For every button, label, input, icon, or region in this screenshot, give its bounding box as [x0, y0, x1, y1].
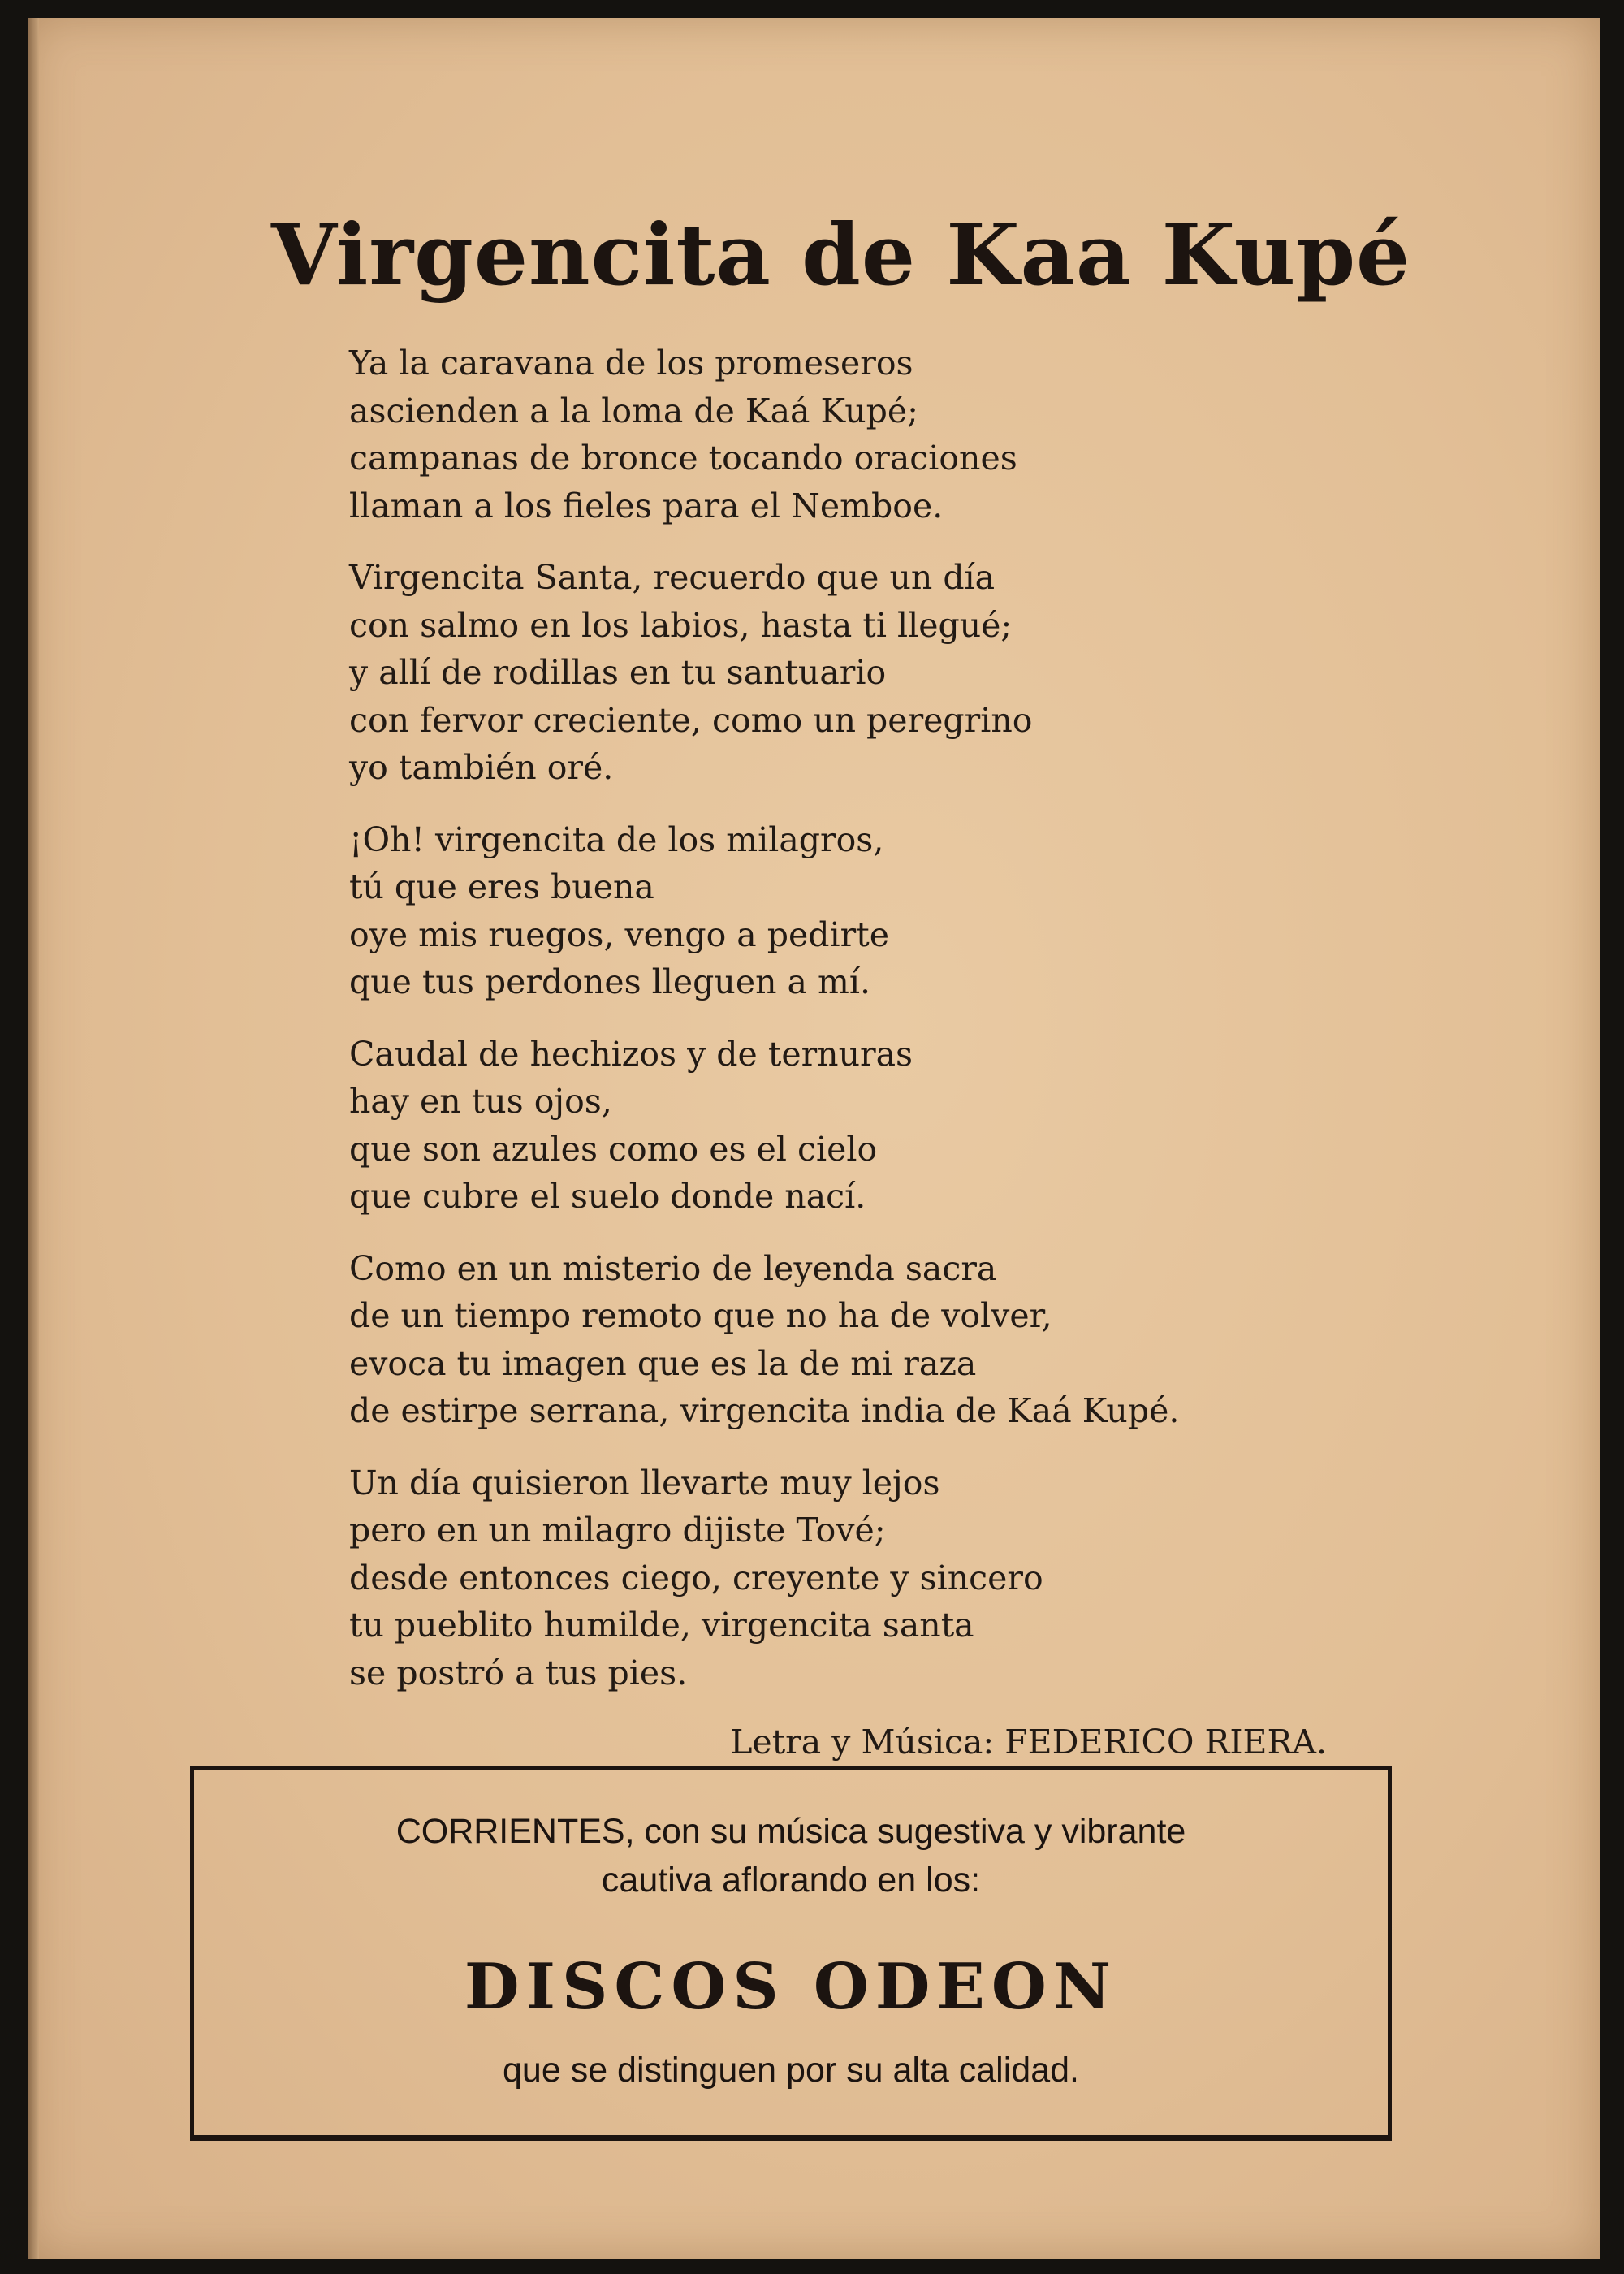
verse-line: campanas de bronce tocando oraciones [349, 439, 1017, 478]
stanza-2 [349, 554, 1324, 792]
verse-line: evoca tu imagen que es la de mi raza [349, 1343, 977, 1383]
verse-line: Virgencita Santa, recuerdo que un día [349, 558, 996, 597]
verse-line: oye mis ruegos, vengo a pedirte [349, 914, 889, 954]
verse-line: llaman a los fieles para el Nemboe. [349, 486, 944, 525]
ad-brand-name: DISCOS ODEON [464, 1950, 1118, 2024]
stanza-1 [349, 339, 1324, 530]
ad-subline: cautiva aflorando en los: [601, 1861, 981, 1900]
verse-line: yo también oré. [349, 748, 614, 787]
song-title: Virgencita de Kaa Kupé [271, 205, 1411, 305]
verse-line: se postró a tus pies. [349, 1653, 688, 1693]
book-page [28, 18, 1600, 2259]
stanza-3 [349, 816, 1324, 1006]
ad-tagline: CORRIENTES, con su música sugestiva y vibrante [395, 1812, 1186, 1851]
verse-line: de un tiempo remoto que no ha de volver, [349, 1296, 1052, 1335]
verse-line: de estirpe serrana, virgencita india de Kaá Kupé. [349, 1391, 1180, 1430]
verse-line: tú que eres buena [349, 867, 654, 906]
verse-line: desde entonces ciego, creyente y sincero [349, 1558, 1043, 1597]
verse-line: Ya la caravana de los promeseros [349, 344, 914, 383]
book-spine [28, 18, 39, 2259]
verse-line: Como en un misterio de leyenda sacra [349, 1248, 997, 1288]
song-credit: Letra y Música: FEDERICO RIERA. [730, 1723, 1327, 1762]
verse-line: Un día quisieron llevarte muy lejos [349, 1463, 940, 1502]
stanza-6 [349, 1459, 1324, 1697]
verse-line: que son azules como es el cielo [349, 1129, 878, 1169]
verse-line: ¡Oh! virgencita de los milagros, [349, 819, 884, 859]
ad-quality-line: que se distinguen por su alta calidad. [503, 2051, 1079, 2090]
stanza-5 [349, 1245, 1324, 1435]
verse-line: pero en un milagro dijiste Tové; [349, 1511, 886, 1550]
verse-line: con fervor creciente, como un peregrino [349, 700, 1033, 740]
verse-line: Caudal de hechizos y de ternuras [349, 1034, 914, 1074]
verse-line: tu pueblito humilde, virgencita santa [349, 1606, 974, 1645]
poem-body [349, 339, 1324, 1721]
verse-line: con salmo en los labios, hasta ti llegué; [349, 605, 1013, 645]
stanza-4 [349, 1031, 1324, 1221]
verse-line: que tus perdones lleguen a mí. [349, 962, 871, 1001]
verse-line: que cubre el suelo donde nací. [349, 1177, 866, 1216]
verse-line: ascienden a la loma de Kaá Kupé; [349, 391, 918, 430]
verse-line: y allí de rodillas en tu santuario [349, 653, 887, 692]
advertisement-box [190, 1766, 1392, 2141]
verse-line: hay en tus ojos, [349, 1082, 612, 1121]
